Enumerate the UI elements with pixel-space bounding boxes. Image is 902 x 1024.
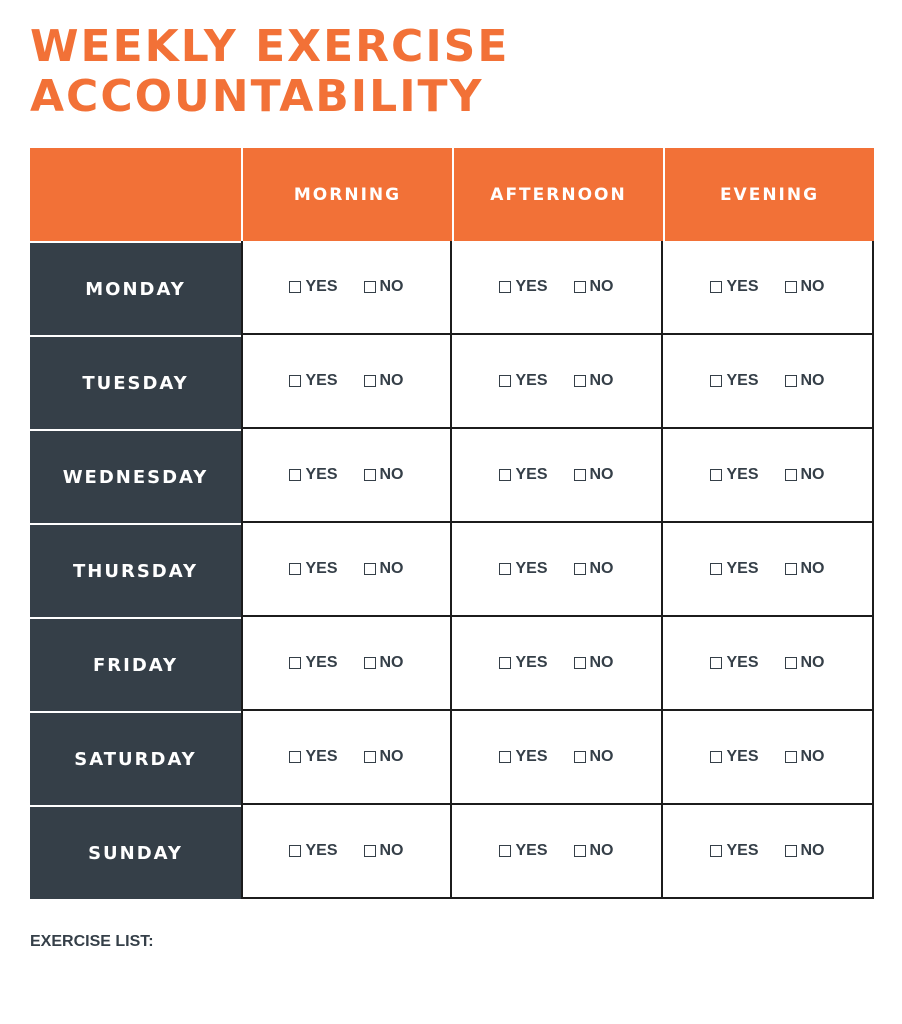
no-option[interactable] [574, 842, 614, 860]
no-option[interactable] [364, 466, 404, 484]
no-option[interactable] [574, 560, 614, 578]
yes-label: YES [305, 372, 338, 389]
no-checkbox[interactable] [364, 845, 376, 857]
cell-sunday-evening [663, 805, 874, 899]
cell-wednesday-evening [663, 429, 874, 523]
no-option[interactable] [574, 748, 614, 766]
no-label: NO [800, 842, 825, 859]
yes-label: YES [726, 654, 759, 671]
column-header-morning: MORNING [241, 148, 452, 241]
day-label-sunday: SUNDAY [30, 805, 241, 899]
no-checkbox[interactable] [785, 751, 797, 763]
yes-checkbox[interactable] [710, 563, 722, 575]
no-label: NO [800, 654, 825, 671]
cell-sunday-morning [241, 805, 452, 899]
no-checkbox[interactable] [785, 469, 797, 481]
yes-checkbox[interactable] [499, 751, 511, 763]
no-checkbox[interactable] [574, 845, 586, 857]
yes-label: YES [726, 466, 759, 483]
yes-label: YES [305, 842, 338, 859]
no-checkbox[interactable] [364, 281, 376, 293]
no-label: NO [379, 466, 404, 483]
cell-monday-evening [663, 241, 874, 335]
no-checkbox[interactable] [574, 563, 586, 575]
yes-option[interactable] [499, 372, 547, 390]
no-option[interactable] [574, 466, 614, 484]
no-checkbox[interactable] [364, 657, 376, 669]
yes-checkbox[interactable] [289, 469, 301, 481]
yes-checkbox[interactable] [499, 657, 511, 669]
yes-checkbox[interactable] [499, 469, 511, 481]
yes-label: YES [726, 748, 759, 765]
yes-option[interactable] [289, 654, 337, 672]
day-label-tuesday: TUESDAY [30, 335, 241, 429]
yes-checkbox[interactable] [289, 281, 301, 293]
yes-option[interactable] [499, 654, 547, 672]
yes-checkbox[interactable] [499, 563, 511, 575]
no-label: NO [379, 560, 404, 577]
no-label: NO [800, 748, 825, 765]
no-label: NO [800, 278, 825, 295]
no-checkbox[interactable] [574, 375, 586, 387]
yes-option[interactable] [710, 372, 758, 390]
yes-option[interactable] [710, 560, 758, 578]
yes-label: YES [726, 842, 759, 859]
page-title [30, 22, 509, 122]
no-label: NO [800, 560, 825, 577]
cell-friday-morning [241, 617, 452, 711]
no-label: NO [589, 654, 614, 671]
yes-checkbox[interactable] [289, 657, 301, 669]
no-checkbox[interactable] [785, 657, 797, 669]
no-checkbox[interactable] [364, 563, 376, 575]
no-label: NO [589, 560, 614, 577]
cell-thursday-afternoon [452, 523, 663, 617]
yes-checkbox[interactable] [499, 845, 511, 857]
no-option[interactable] [785, 842, 825, 860]
yes-checkbox[interactable] [710, 375, 722, 387]
yes-checkbox[interactable] [499, 281, 511, 293]
yes-option[interactable] [710, 654, 758, 672]
no-label: NO [589, 278, 614, 295]
cell-wednesday-morning [241, 429, 452, 523]
yes-option[interactable] [289, 278, 337, 296]
yes-option[interactable] [499, 560, 547, 578]
day-label-saturday: SATURDAY [30, 711, 241, 805]
no-option[interactable] [364, 372, 404, 390]
yes-option[interactable] [499, 466, 547, 484]
yes-label: YES [515, 842, 548, 859]
yes-option[interactable] [710, 278, 758, 296]
yes-checkbox[interactable] [289, 845, 301, 857]
no-checkbox[interactable] [574, 469, 586, 481]
yes-label: YES [726, 560, 759, 577]
no-checkbox[interactable] [785, 375, 797, 387]
no-checkbox[interactable] [364, 751, 376, 763]
yes-checkbox[interactable] [710, 469, 722, 481]
no-label: NO [589, 842, 614, 859]
no-label: NO [800, 466, 825, 483]
yes-label: YES [305, 278, 338, 295]
no-label: NO [379, 842, 404, 859]
cell-saturday-morning [241, 711, 452, 805]
day-label-wednesday: WEDNESDAY [30, 429, 241, 523]
yes-option[interactable] [499, 748, 547, 766]
yes-label: YES [515, 654, 548, 671]
header-corner [30, 148, 241, 241]
cell-tuesday-evening [663, 335, 874, 429]
no-label: NO [379, 748, 404, 765]
no-checkbox[interactable] [785, 845, 797, 857]
no-checkbox[interactable] [785, 563, 797, 575]
yes-label: YES [515, 560, 548, 577]
no-option[interactable] [574, 278, 614, 296]
cell-thursday-morning [241, 523, 452, 617]
yes-label: YES [515, 466, 548, 483]
yes-option[interactable] [710, 748, 758, 766]
yes-label: YES [515, 278, 548, 295]
cell-thursday-evening [663, 523, 874, 617]
cell-wednesday-afternoon [452, 429, 663, 523]
no-option[interactable] [785, 654, 825, 672]
yes-label: YES [726, 372, 759, 389]
cell-friday-afternoon [452, 617, 663, 711]
yes-option[interactable] [289, 466, 337, 484]
no-label: NO [379, 278, 404, 295]
no-option[interactable] [785, 466, 825, 484]
day-label-thursday: THURSDAY [30, 523, 241, 617]
yes-label: YES [305, 748, 338, 765]
no-option[interactable] [785, 560, 825, 578]
cell-monday-afternoon [452, 241, 663, 335]
no-checkbox[interactable] [574, 281, 586, 293]
no-label: NO [379, 372, 404, 389]
yes-option[interactable] [289, 842, 337, 860]
yes-label: YES [305, 654, 338, 671]
yes-checkbox[interactable] [289, 563, 301, 575]
yes-checkbox[interactable] [710, 845, 722, 857]
no-label: NO [589, 466, 614, 483]
yes-label: YES [515, 748, 548, 765]
yes-label: YES [726, 278, 759, 295]
yes-option[interactable] [289, 560, 337, 578]
no-checkbox[interactable] [364, 375, 376, 387]
no-option[interactable] [364, 748, 404, 766]
no-label: NO [589, 748, 614, 765]
yes-checkbox[interactable] [710, 281, 722, 293]
no-option[interactable] [364, 654, 404, 672]
cell-monday-morning [241, 241, 452, 335]
title-line-2: ACCOUNTABILITY [30, 71, 484, 122]
no-checkbox[interactable] [364, 469, 376, 481]
yes-option[interactable] [710, 466, 758, 484]
yes-option[interactable] [499, 278, 547, 296]
accountability-table [30, 148, 874, 899]
yes-option[interactable] [499, 842, 547, 860]
no-checkbox[interactable] [574, 751, 586, 763]
column-header-afternoon: AFTERNOON [452, 148, 663, 241]
no-label: NO [800, 372, 825, 389]
yes-label: YES [305, 466, 338, 483]
no-option[interactable] [364, 278, 404, 296]
no-checkbox[interactable] [574, 657, 586, 669]
yes-option[interactable] [289, 372, 337, 390]
cell-friday-evening [663, 617, 874, 711]
no-option[interactable] [785, 278, 825, 296]
no-option[interactable] [364, 560, 404, 578]
day-label-monday: MONDAY [30, 241, 241, 335]
yes-checkbox[interactable] [710, 657, 722, 669]
cell-saturday-afternoon [452, 711, 663, 805]
yes-label: YES [515, 372, 548, 389]
no-label: NO [379, 654, 404, 671]
no-label: NO [589, 372, 614, 389]
title-line-1: WEEKLY EXERCISE [30, 21, 510, 72]
no-option[interactable] [574, 372, 614, 390]
exercise-list-label: EXERCISE LIST: [30, 933, 154, 950]
cell-tuesday-morning [241, 335, 452, 429]
cell-sunday-afternoon [452, 805, 663, 899]
no-option[interactable] [364, 842, 404, 860]
yes-checkbox[interactable] [499, 375, 511, 387]
day-label-friday: FRIDAY [30, 617, 241, 711]
no-checkbox[interactable] [785, 281, 797, 293]
yes-checkbox[interactable] [710, 751, 722, 763]
yes-checkbox[interactable] [289, 375, 301, 387]
yes-option[interactable] [710, 842, 758, 860]
column-header-evening: EVENING [663, 148, 874, 241]
yes-label: YES [305, 560, 338, 577]
cell-tuesday-afternoon [452, 335, 663, 429]
no-option[interactable] [785, 748, 825, 766]
yes-option[interactable] [289, 748, 337, 766]
no-option[interactable] [785, 372, 825, 390]
cell-saturday-evening [663, 711, 874, 805]
no-option[interactable] [574, 654, 614, 672]
yes-checkbox[interactable] [289, 751, 301, 763]
